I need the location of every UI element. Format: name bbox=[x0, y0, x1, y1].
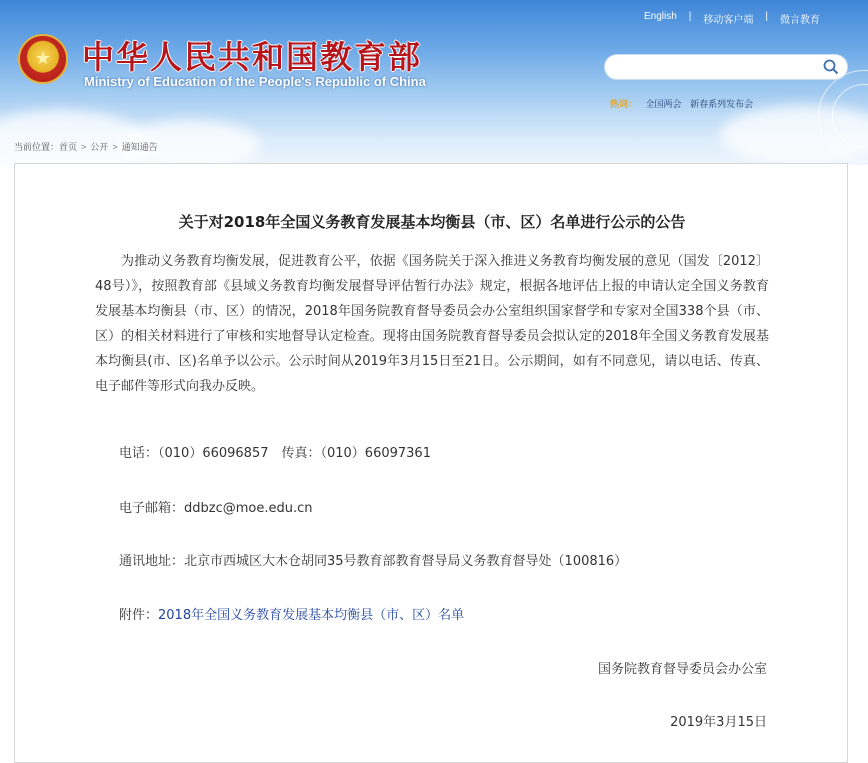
separator: | bbox=[765, 11, 768, 22]
page-header bbox=[0, 0, 868, 165]
hot-words-label: 热词： bbox=[610, 99, 638, 109]
breadcrumb-label: 当前位置： bbox=[14, 142, 60, 152]
breadcrumb-separator: > bbox=[112, 142, 118, 152]
contact-address: 通讯地址：北京市西城区大木仓胡同35号教育部教育督导局义务教育督导处（100816） bbox=[119, 554, 628, 569]
hot-word-link[interactable]: 全国两会 bbox=[645, 99, 682, 109]
mobile-client-link[interactable]: 移动客户端 bbox=[703, 15, 754, 26]
top-links bbox=[632, 11, 832, 26]
hot-word-link[interactable]: 新春系列发布会 bbox=[690, 99, 754, 109]
breadcrumb bbox=[14, 140, 158, 153]
breadcrumb-home[interactable]: 首页 bbox=[59, 142, 78, 152]
attachment-label: 附件： bbox=[119, 608, 159, 623]
search-box bbox=[604, 54, 848, 80]
site-subtitle: Ministry of Education of the People's Republic of China bbox=[84, 74, 426, 89]
breadcrumb-public[interactable]: 公开 bbox=[90, 142, 109, 152]
search-input[interactable] bbox=[615, 58, 819, 78]
breadcrumb-separator: > bbox=[81, 142, 87, 152]
separator: | bbox=[688, 11, 692, 22]
weiyan-link[interactable]: 微言教育 bbox=[780, 15, 820, 26]
attachment-link[interactable]: 2018年全国义务教育发展基本均衡县（市、区）名单 bbox=[158, 608, 465, 623]
search-icon[interactable] bbox=[823, 59, 839, 75]
signature: 国务院教育督导委员会办公室 bbox=[597, 662, 767, 677]
date: 2019年3月15日 bbox=[670, 715, 767, 730]
contact-phone: 电话：（010）66096857 传真：（010）66097361 bbox=[119, 446, 431, 461]
hot-words bbox=[610, 97, 753, 110]
article-paragraph: 为推动义务教育均衡发展，促进教育公平，依据《国务院关于深入推进义务教育均衡发展的意见（国发〔2012〕48号）》，按照教育部《县域义务教育均衡发展督导评估暂行办法》规定，根据各地评估上报的申请认定全国义务教育发展基本均衡县（市、区）的情况，2018年国务院教育督导委员会办公室组织国家督学和专家对全国338个县（市、区）的相关材料进行了审核和实地督导认定检查。现将由国务院教育督导委员会拟认定的2018年全国义务教育发展基本均衡县(市、区)名单予以公示。公示时间从2019年3月15日至21日。公示期间，如有不同意见，请以电话、传真、电子邮件等形式向我办反映。 bbox=[95, 254, 769, 394]
breadcrumb-notices[interactable]: 通知通告 bbox=[121, 142, 158, 152]
national-emblem-icon: ★ bbox=[18, 34, 68, 84]
contact-email: 电子邮箱：ddbzc@moe.edu.cn bbox=[119, 501, 313, 516]
article-panel bbox=[14, 163, 848, 763]
english-link[interactable]: English bbox=[643, 11, 677, 22]
site-title: 中华人民共和国教育部 bbox=[82, 38, 423, 76]
attachment-line bbox=[119, 604, 464, 623]
article-title: 关于对2018年全国义务教育发展基本均衡县（市、区）名单进行公示的公告 bbox=[178, 213, 686, 231]
